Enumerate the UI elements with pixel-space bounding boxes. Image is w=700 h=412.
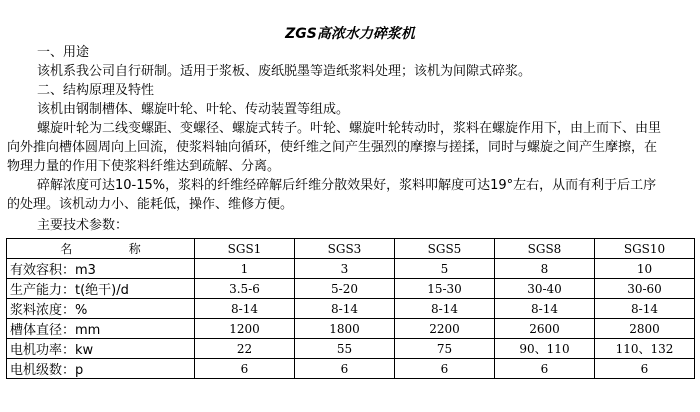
table-row xyxy=(7,299,695,319)
table-cell: 75 xyxy=(395,339,495,359)
header-name-char: 称 xyxy=(128,242,141,256)
header-model-cell: SGS10 xyxy=(595,239,695,259)
table-cell: 2600 xyxy=(495,319,595,339)
table-cell: 8 xyxy=(495,259,595,279)
table-cell: 5 xyxy=(395,259,495,279)
table-cell: 6 xyxy=(495,359,595,379)
table-cell: 8-14 xyxy=(595,299,695,319)
section-heading-structure: 二、结构原理及特性 xyxy=(37,83,155,98)
principle-text-line-1: 螺旋叶轮为二线变螺距、变螺径、螺旋式转子。叶轮、螺旋叶轮转动时，浆料在螺旋作用下，由上而下、由里 xyxy=(37,121,662,136)
table-cell: 2200 xyxy=(395,319,495,339)
table-cell: 1800 xyxy=(295,319,395,339)
table-cell: 5-20 xyxy=(295,279,395,299)
table-cell: 15-30 xyxy=(395,279,495,299)
header-name-char: 名 xyxy=(60,242,73,256)
table-cell: 8-14 xyxy=(295,299,395,319)
row-label: 有效容积：m3 xyxy=(7,259,195,279)
table-cell: 6 xyxy=(295,359,395,379)
header-model-cell: SGS1 xyxy=(195,239,295,259)
table-cell: 6 xyxy=(595,359,695,379)
feature-text-line-2: 的处理。该机动力小、能耗低，操作、维修方便。 xyxy=(7,197,294,212)
document-title: ZGS高浓水力碎浆机 xyxy=(285,26,415,42)
table-cell: 2800 xyxy=(595,319,695,339)
row-label: 生产能力：t(绝干)/d xyxy=(7,279,195,299)
header-model-cell: SGS8 xyxy=(495,239,595,259)
parameters-table xyxy=(6,238,695,379)
table-cell: 3 xyxy=(295,259,395,279)
table-row xyxy=(7,319,695,339)
table-row xyxy=(7,359,695,379)
table-cell: 1200 xyxy=(195,319,295,339)
table-row xyxy=(7,259,695,279)
table-cell: 8-14 xyxy=(395,299,495,319)
row-label: 电机功率：kw xyxy=(7,339,195,359)
header-model-cell: SGS3 xyxy=(295,239,395,259)
table-cell: 10 xyxy=(595,259,695,279)
feature-text-line-1: 碎解浓度可达10-15%，浆料的纤维经碎解后纤维分散效果好，浆料叩解度可达19°左右，从而有利于后工序 xyxy=(37,178,657,193)
principle-text-line-2: 向外推向槽体圆周向上回流，使浆料轴向循环，使纤维之间产生强烈的摩擦与搓揉，同时与螺旋之间产生摩擦，在 xyxy=(7,140,658,155)
table-cell: 22 xyxy=(195,339,295,359)
parameters-heading: 主要技术参数： xyxy=(37,218,129,233)
table-cell: 6 xyxy=(395,359,495,379)
table-cell: 55 xyxy=(295,339,395,359)
table-cell: 30-40 xyxy=(495,279,595,299)
structure-text: 该机由钢制槽体、螺旋叶轮、叶轮、传动装置等组成。 xyxy=(37,102,350,117)
header-name-cell xyxy=(7,239,195,259)
usage-text: 该机系我公司自行研制。适用于浆板、废纸脱墨等造纸浆料处理；该机为间隙式碎浆。 xyxy=(37,64,532,79)
table-row xyxy=(7,339,695,359)
principle-text-line-3: 物理力量的作用下使浆料纤维达到疏解、分离。 xyxy=(7,159,281,174)
table-cell: 1 xyxy=(195,259,295,279)
table-cell: 8-14 xyxy=(195,299,295,319)
table-header-row xyxy=(7,239,695,259)
row-label: 槽体直径：mm xyxy=(7,319,195,339)
table-cell: 3.5-6 xyxy=(195,279,295,299)
section-heading-usage: 一、用途 xyxy=(37,45,90,60)
row-label: 电机级数：p xyxy=(7,359,195,379)
table-cell: 90、110 xyxy=(495,339,595,359)
row-label: 浆料浓度：% xyxy=(7,299,195,319)
table-cell: 8-14 xyxy=(495,299,595,319)
table-row xyxy=(7,279,695,299)
table-cell: 110、132 xyxy=(595,339,695,359)
table-cell: 6 xyxy=(195,359,295,379)
header-model-cell: SGS5 xyxy=(395,239,495,259)
table-cell: 30-60 xyxy=(595,279,695,299)
